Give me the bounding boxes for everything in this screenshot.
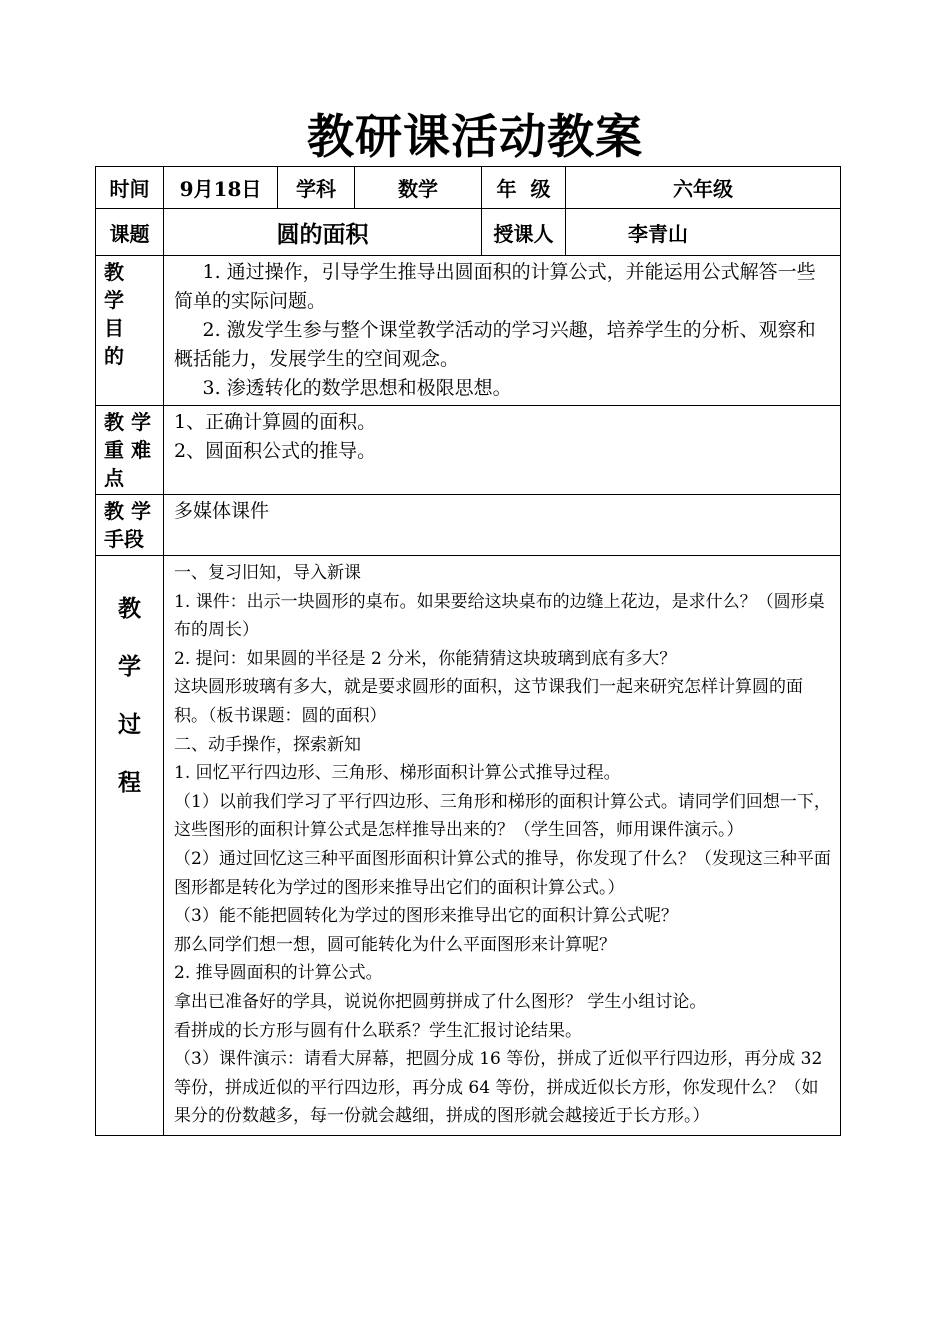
teacher-value: 李青山 bbox=[566, 209, 841, 256]
key-points-label: 教 学 重 难 点 bbox=[96, 406, 164, 495]
key-point-item: 1、正确计算圆的面积。 bbox=[174, 411, 377, 433]
time-label: 时间 bbox=[96, 167, 164, 209]
process-line: 那么同学们想一想，圆可能转化为什么平面图形来计算呢？ bbox=[174, 934, 616, 955]
subject-label: 学科 bbox=[278, 167, 355, 209]
objectives-row bbox=[96, 256, 841, 406]
process-line: 2. 推导圆面积的计算公式。 bbox=[174, 963, 383, 984]
process-line: 1. 课件：出示一块圆形的桌布。如果要给这块桌布的边缝上花边，是求什么？（圆形桌布的周长） bbox=[174, 591, 825, 641]
topic-row bbox=[96, 209, 841, 256]
objectives-label: 教 学 目 的 bbox=[96, 256, 164, 406]
process-content bbox=[164, 556, 841, 1136]
process-line: 二、动手操作，探索新知 bbox=[174, 734, 361, 755]
process-row bbox=[96, 556, 841, 1136]
key-points-row bbox=[96, 406, 841, 495]
process-line: 拿出已准备好的学具，说说你把圆剪拼成了什么图形？ 学生小组讨论。 bbox=[174, 991, 707, 1012]
topic-label: 课题 bbox=[96, 209, 164, 256]
process-line: 看拼成的长方形与圆有什么联系？学生汇报讨论结果。 bbox=[174, 1020, 582, 1041]
methods-label: 教 学 手段 bbox=[96, 495, 164, 556]
process-label: 教 学 过 程 bbox=[96, 556, 164, 1136]
process-line: 2. 提问：如果圆的半径是 2 分米，你能猜猜这块玻璃到底有多大？ bbox=[174, 648, 677, 669]
process-line: （2）通过回忆这三种平面图形面积计算公式的推导，你发现了什么？（发现这三种平面图形都是转化为学过的图形来推导出它们的面积计算公式。） bbox=[174, 848, 831, 898]
teacher-label: 授课人 bbox=[482, 209, 566, 256]
grade-value: 六年级 bbox=[566, 167, 841, 209]
process-line: （1）以前我们学习了平行四边形、三角形和梯形的面积计算公式。请同学们回想一下，这些图形的面积计算公式是怎样推导出来的？（学生回答，师用课件演示。） bbox=[174, 791, 831, 841]
objective-item: 2. 激发学生参与整个课堂教学活动的学习兴趣，培养学生的分析、观察和概括能力，发展学生的空间观念。 bbox=[174, 319, 816, 370]
methods-content: 多媒体课件 bbox=[164, 495, 841, 556]
topic-value: 圆的面积 bbox=[164, 209, 482, 256]
methods-row bbox=[96, 495, 841, 556]
objectives-content bbox=[164, 256, 841, 406]
objective-item: 1. 通过操作，引导学生推导出圆面积的计算公式，并能运用公式解答一些简单的实际问题。 bbox=[174, 261, 816, 312]
header-row bbox=[96, 167, 841, 209]
process-line: （3）课件演示：请看大屏幕，把圆分成 16 等份，拼成了近似平行四边形，再分成 32 等份，拼成近似的平行四边形，再分成 64 等份，拼成近似长方形，你发现什么？（如果分的份数越多，每一份就会越细，拼成的图形就会越接近于长方形。） bbox=[174, 1049, 823, 1127]
time-value: 9月18日 bbox=[164, 167, 278, 209]
document-title: 教研课活动教案 bbox=[307, 110, 643, 165]
grade-label: 年 级 bbox=[482, 167, 566, 209]
process-line: 1. 回忆平行四边形、三角形、梯形面积计算公式推导过程。 bbox=[174, 763, 621, 784]
process-line: （3）能不能把圆转化为学过的图形来推导出它的面积计算公式呢？ bbox=[174, 906, 678, 927]
key-points-content bbox=[164, 406, 841, 495]
process-line: 这块圆形玻璃有多大，就是要求圆形的面积，这节课我们一起来研究怎样计算圆的面积。（板书课题：圆的面积） bbox=[174, 677, 803, 726]
key-point-item: 2、圆面积公式的推导。 bbox=[174, 440, 377, 462]
lesson-plan-table bbox=[95, 166, 841, 1136]
subject-value: 数学 bbox=[355, 167, 482, 209]
process-line: 一、复习旧知，导入新课 bbox=[174, 563, 361, 583]
objective-item: 3. 渗透转化的数学思想和极限思想。 bbox=[202, 377, 512, 399]
